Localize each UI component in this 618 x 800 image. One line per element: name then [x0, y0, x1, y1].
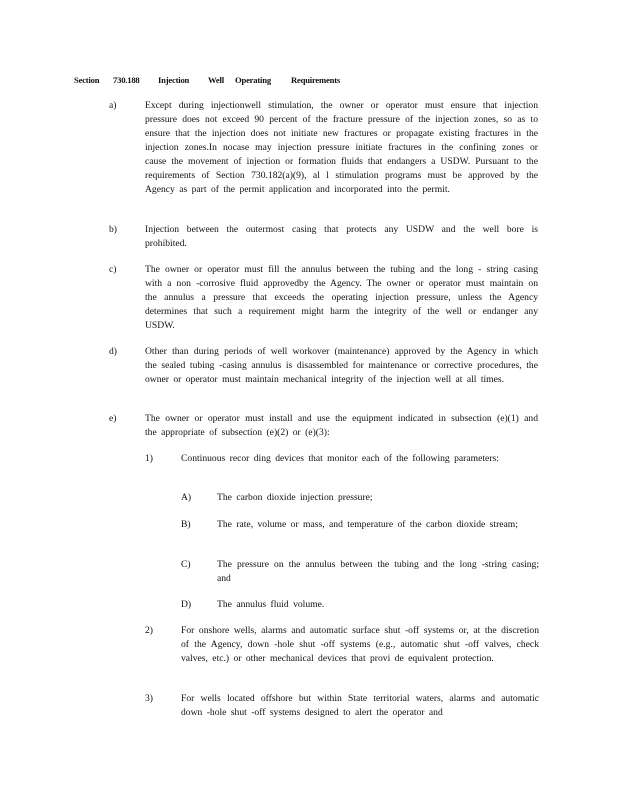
- section-number: 730.188: [113, 75, 140, 85]
- subsection-text: The owner or operator must fill the annulus between the tubing and the long - string casing with a non -corrosive fluid approvedby the Agency. The owner or operator must maintain on the annulus a pressure that exceeds the operating injection pressure, unless the Agency determines that such a requirement might harm the integrity of the well or endanger any USDW.: [145, 264, 538, 331]
- section-title-word: Operating: [235, 75, 271, 85]
- subparagraph-marker: D): [181, 599, 192, 610]
- subparagraph-text: The carbon dioxide injection pressure;: [217, 492, 373, 503]
- subsection-text: Injection between the outermost casing that protects any USDW and the well bore is prohibited.: [145, 224, 538, 249]
- subparagraph-marker: B): [181, 519, 191, 530]
- subsection-marker: e): [109, 413, 117, 424]
- section-title-word: Requirements: [291, 75, 340, 85]
- paragraph-text: Continuous recor ding devices that monitor each of the following parameters:: [181, 453, 499, 464]
- section-title-word: Injection: [158, 75, 190, 85]
- paragraph-marker: 3): [145, 693, 153, 704]
- paragraph-text: For onshore wells, alarms and automatic surface shut -off systems or, at the discretion of the Agency, down -hole shut -off systems (e.g., automatic shut -off valves, check valves, etc.) or other mechanical devices that provi de equivalent protection.: [181, 625, 539, 664]
- subparagraph-marker: C): [181, 559, 191, 570]
- section-title-word: Well: [208, 75, 224, 85]
- subparagraph-text: The rate, volume or mass, and temperature of the carbon dioxide stream;: [217, 519, 518, 530]
- paragraph-marker: 1): [145, 453, 153, 464]
- subparagraph-marker: A): [181, 492, 192, 503]
- subsection-marker: b): [109, 224, 117, 235]
- paragraph-marker: 2): [145, 625, 153, 636]
- subparagraph-text: The pressure on the annulus between the tubing and the long -string casing; and: [217, 559, 539, 584]
- paragraph-text: For wells located offshore but within State territorial waters, alarms and automatic down -hole shut -off systems designed to alert the operator and: [181, 693, 539, 718]
- subsection-text: Except during injectionwell stimulation, the owner or operator must ensure that injection pressure does not exceed 90 percent of the fracture pressure of the injection zones, so as to ensure that the injection does not initiate new fractures or propagate existing fractures in the injection zones.In nocase may injection pressure initiate fractures in the confining zones or cause the movement of injection or formation fluids that endangers a USDW. Pursuant to the requirements of Section 730.182(a)(9), al l stimulation programs must be approved by the Agency as part of the permit application and incorporated into the permit.: [145, 100, 538, 195]
- subsection-marker: a): [109, 100, 117, 111]
- section-label: Section: [74, 75, 100, 85]
- subsection-text: Other than during periods of well workover (maintenance) approved by the Agency in which the sealed tubing -casing annulus is disassembled for maintenance or corrective procedures, the owner or operator must maintain mechanical integrity of the injection well at all times.: [145, 346, 538, 385]
- subsection-text: The owner or operator must install and use the equipment indicated in subsection (e)(1) and the appropriate of subsection (e)(2) or (e)(3):: [145, 413, 538, 438]
- subsection-marker: d): [109, 346, 117, 357]
- subparagraph-text: The annulus fluid volume.: [217, 599, 325, 610]
- subsection-marker: c): [109, 264, 117, 275]
